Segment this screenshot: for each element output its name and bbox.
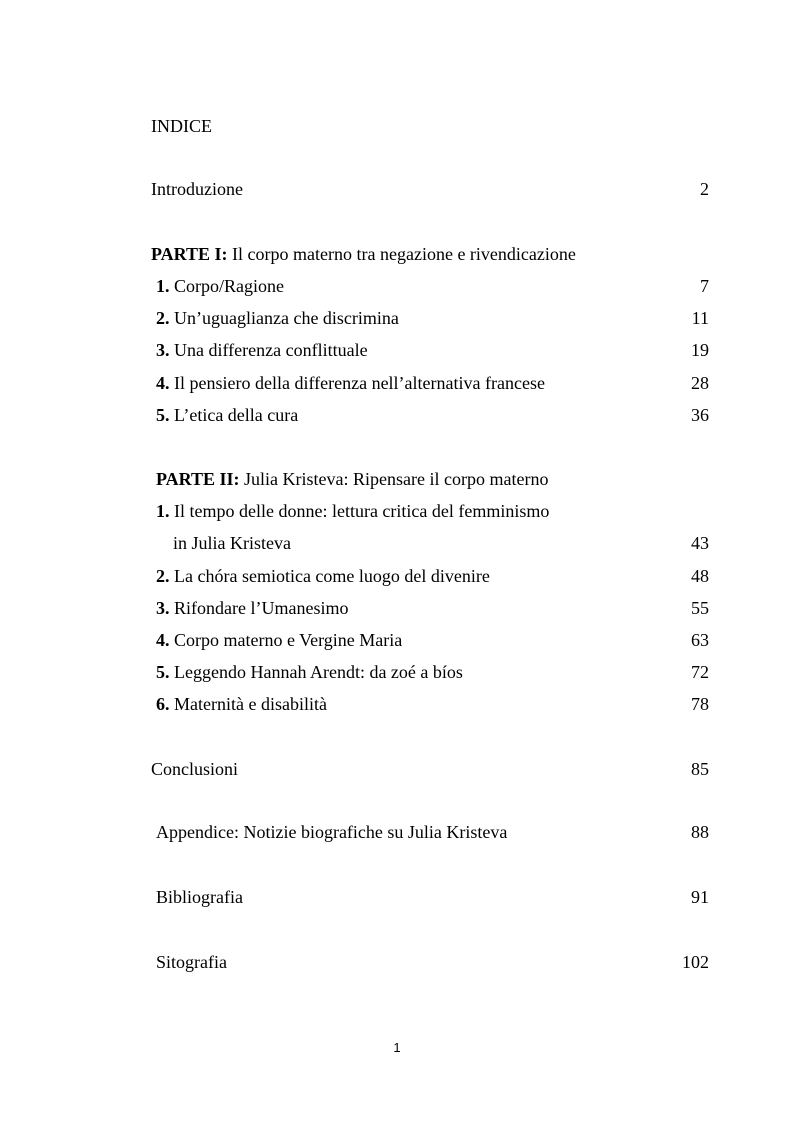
part-heading-text [156, 467, 548, 491]
toc-entry-page: 19 [691, 340, 709, 360]
chapter-number: 3. [156, 340, 170, 360]
toc-entry-page: 11 [691, 308, 709, 328]
chapter-number: 4. [156, 373, 170, 393]
chapter-number: 1. [156, 276, 170, 296]
chapter-number: 5. [156, 405, 170, 425]
chapter-number: 6. [156, 694, 170, 714]
chapter-number: 4. [156, 630, 170, 650]
chapter-number: 5. [156, 662, 170, 682]
chapter-title: Corpo/Ragione [174, 276, 284, 296]
toc-entry-p1-c2 [156, 306, 709, 330]
toc-entry-label: Introduzione [151, 179, 243, 199]
toc-entry-page: 2 [700, 179, 709, 199]
toc-entry-page: 85 [691, 759, 709, 779]
part-heading-text [151, 242, 576, 266]
chapter-number: 2. [156, 566, 170, 586]
toc-entry-page: 102 [682, 952, 709, 972]
toc-entry-label [156, 338, 368, 362]
chapter-title: Un’uguaglianza che discrimina [174, 308, 399, 328]
toc-entry-p1-c4 [156, 371, 709, 395]
part-heading-2 [156, 467, 709, 491]
toc-entry-page: 28 [691, 373, 709, 393]
chapter-number: 3. [156, 598, 170, 618]
toc-entry-label [156, 692, 327, 716]
chapter-number: 2. [156, 308, 170, 328]
chapter-title: Rifondare l’Umanesimo [174, 598, 349, 618]
toc-entry-p2-c2 [156, 564, 709, 588]
toc-entry-page: 43 [691, 533, 709, 553]
toc-entry-page: 55 [691, 598, 709, 618]
toc-title [151, 114, 709, 138]
toc-entry-page: 36 [691, 405, 709, 425]
toc-entry-appendix [156, 820, 709, 844]
chapter-number: 1. [156, 501, 170, 521]
toc-entry-conclusions [151, 757, 709, 781]
toc-entry-p2-c4 [156, 628, 709, 652]
part-tag: PARTE II: [156, 469, 240, 489]
toc-entry-label: Conclusioni [151, 759, 239, 779]
chapter-title: Maternità e disabilità [174, 694, 327, 714]
toc-entry-label: Appendice: Notizie biografiche su Julia Kristeva [156, 822, 508, 842]
toc-entry-page: 72 [691, 662, 709, 682]
chapter-title: Leggendo Hannah Arendt: da zoé a bíos [174, 662, 463, 682]
toc-entry-p1-c3 [156, 338, 709, 362]
toc-entry-label: Sitografia [156, 952, 227, 972]
toc-entry-p2-c5 [156, 660, 709, 684]
toc-entry-label [156, 596, 348, 620]
toc-entry-sitography [156, 950, 709, 974]
toc-entry-p2-c6 [156, 692, 709, 716]
toc-entry-label [156, 564, 490, 588]
chapter-title: Il pensiero della differenza nell’alternativa francese [174, 373, 545, 393]
toc-entry-bibliography [156, 885, 709, 909]
toc-entry-p2-c3 [156, 596, 709, 620]
toc-entry-label [156, 306, 399, 330]
toc-entry-label [156, 371, 545, 395]
toc-entry-page: 91 [691, 887, 709, 907]
part-tag: PARTE I: [151, 244, 228, 264]
toc-entry-page: 88 [691, 822, 709, 842]
chapter-title: Il tempo delle donne: lettura critica del femminismo [174, 501, 550, 521]
chapter-title: Una differenza conflittuale [174, 340, 368, 360]
toc-entry-p2-c1-cont [173, 531, 709, 555]
page-number: 1 [393, 1040, 401, 1055]
toc-entry-page: 7 [700, 276, 709, 296]
toc-entry-intro [151, 177, 709, 201]
chapter-title: L’etica della cura [174, 405, 299, 425]
toc-entry-p1-c1 [156, 274, 709, 298]
chapter-title-continuation: in Julia Kristeva [173, 533, 291, 553]
chapter-title: La chóra semiotica come luogo del divenire [174, 566, 490, 586]
toc-entry-page: 48 [691, 566, 709, 586]
toc-entry-p1-c5 [156, 403, 709, 427]
toc-title-text: INDICE [151, 116, 212, 136]
chapter-title: Corpo materno e Vergine Maria [174, 630, 403, 650]
part-heading-1 [151, 242, 709, 266]
toc-entry-label [156, 628, 402, 652]
toc-entry-p2-c1 [156, 499, 709, 523]
toc-entry-label [156, 274, 284, 298]
part-title: Julia Kristeva: Ripensare il corpo materno [244, 469, 549, 489]
toc-entry-page: 78 [691, 694, 709, 714]
toc-entry-page: 63 [691, 630, 709, 650]
toc-entry-label [156, 403, 298, 427]
part-title: Il corpo materno tra negazione e rivendicazione [232, 244, 576, 264]
toc-entry-label [156, 499, 549, 523]
toc-entry-label [156, 660, 463, 684]
toc-entry-label: Bibliografia [156, 887, 243, 907]
